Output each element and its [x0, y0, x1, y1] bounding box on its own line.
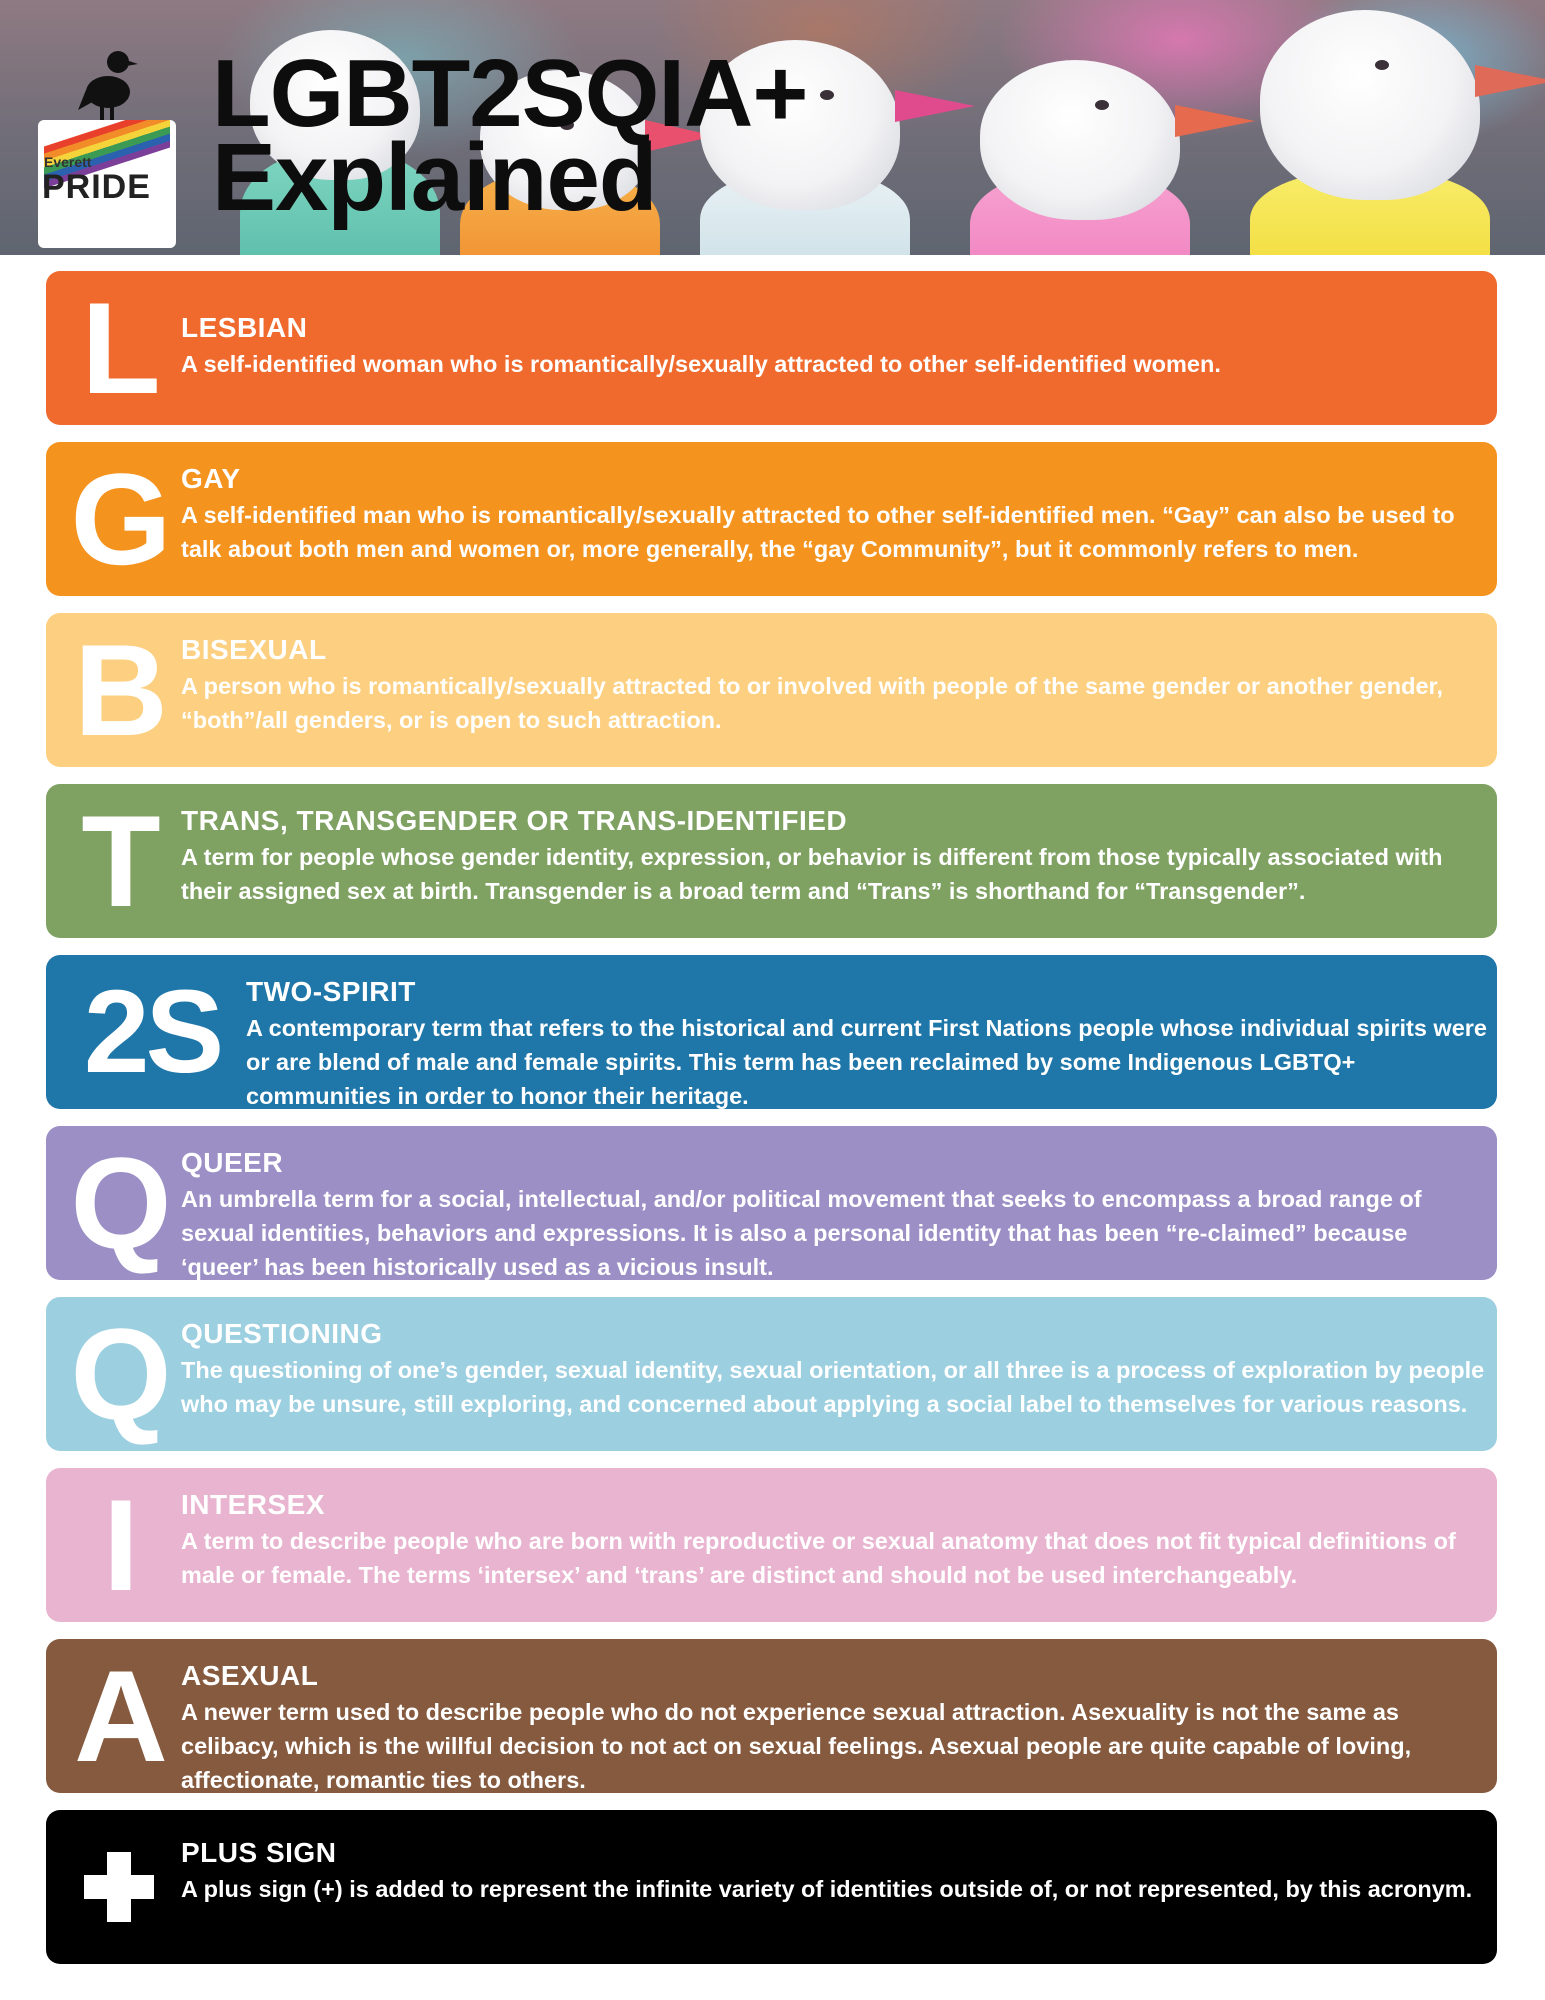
term-row-lesbian	[46, 271, 1497, 425]
term-definition: An umbrella term for a social, intellectual, and/or political movement that seeks to encompass a broad range of sexual identities, behaviors and expressions. It is also a personal identity that has been “re-claimed” because ‘queer’ has been historically used as a vicious insult.	[181, 1186, 1422, 1280]
term-row-questioning	[46, 1297, 1497, 1451]
term-definition: A contemporary term that refers to the historical and current First Nations people whose individual spirits were or are blend of male and female spirits. This term has been reclaimed by some Indigenous LGBTQ+ communities in order to honor their heritage.	[246, 1015, 1487, 1109]
term-definition: A self-identified man who is romantically/sexually attracted to other self-identified men. “Gay” can also be used to talk about both men and women or, more generally, the “gay Community”, but it commonly refers to men.	[181, 502, 1455, 562]
term-letter: G	[70, 446, 172, 592]
term-definition: A term to describe people who are born with reproductive or sexual anatomy that does not fit typical definitions of male or female. The terms ‘intersex’ and ‘trans’ are distinct and should not be used interchangeably.	[181, 1528, 1456, 1588]
page-title	[212, 40, 808, 231]
term-definition: A person who is romantically/sexually attracted to or involved with people of the same gender or another gender, “both”/all genders, or is open to such attraction.	[181, 673, 1443, 733]
gull-icon	[78, 40, 138, 130]
logo-everett-text: Everett	[44, 154, 92, 170]
logo-pride-text: PRIDE	[42, 168, 151, 206]
term-name: LESBIAN	[181, 312, 308, 343]
term-row-gay	[46, 442, 1497, 596]
term-name: QUESTIONING	[181, 1318, 383, 1349]
term-name: QUEER	[181, 1147, 284, 1178]
term-letter: Q	[70, 1130, 172, 1276]
header-banner	[0, 0, 1545, 255]
term-letter: Q	[70, 1301, 172, 1447]
term-definition: A self-identified woman who is romantically/sexually attracted to other self-identified women.	[181, 351, 1221, 377]
term-name: INTERSEX	[181, 1489, 326, 1520]
term-row-bisexual	[46, 613, 1497, 767]
term-definition: A plus sign (+) is added to represent the infinite variety of identities outside of, or not represented, by this acronym.	[181, 1876, 1473, 1902]
term-name: PLUS SIGN	[181, 1837, 337, 1868]
term-letter: I	[102, 1472, 140, 1618]
term-row-two-spirit	[46, 955, 1497, 1109]
term-row-transgender	[46, 784, 1497, 938]
term-definition: The questioning of one’s gender, sexual identity, sexual orientation, or all three is a process of exploration by people who may be unsure, still exploring, and concerned about applying a social label to themselves for various reasons.	[181, 1357, 1485, 1417]
term-letter: A	[74, 1643, 168, 1789]
term-letter: 2S	[83, 966, 221, 1098]
term-name: TWO-SPIRIT	[246, 976, 416, 1007]
term-definition: A newer term used to describe people who do not experience sexual attraction. Asexuality is not the same as celibacy, which is the willful decision to not act on sexual feelings. Asexual people are quite capable of loving, affectionate, romantic ties to others.	[181, 1699, 1412, 1793]
term-row-plus	[46, 1810, 1497, 1964]
title-line-1: LGBT2SQIA+	[212, 40, 808, 147]
term-row-queer	[46, 1126, 1497, 1280]
term-letter: L	[81, 275, 161, 421]
term-definition: A term for people whose gender identity, expression, or behavior is different from those typically associated with their assigned sex at birth. Transgender is a broad term and “Trans” is shorthand for “Transgender”.	[181, 844, 1443, 904]
bird-illustration	[1240, 10, 1540, 255]
term-name: TRANS, TRANSGENDER OR TRANS-IDENTIFIED	[181, 805, 848, 836]
title-line-2: Explained	[212, 124, 657, 231]
plus-icon	[84, 1852, 154, 1922]
term-name: GAY	[181, 463, 241, 494]
term-letter: T	[81, 788, 161, 934]
term-letter: B	[74, 617, 168, 763]
term-row-intersex	[46, 1468, 1497, 1622]
everett-pride-logo	[38, 40, 180, 210]
terms-list	[46, 271, 1497, 1981]
term-row-asexual	[46, 1639, 1497, 1793]
term-name: BISEXUAL	[181, 634, 327, 665]
bird-illustration	[960, 60, 1240, 255]
term-name: ASEXUAL	[181, 1660, 319, 1691]
